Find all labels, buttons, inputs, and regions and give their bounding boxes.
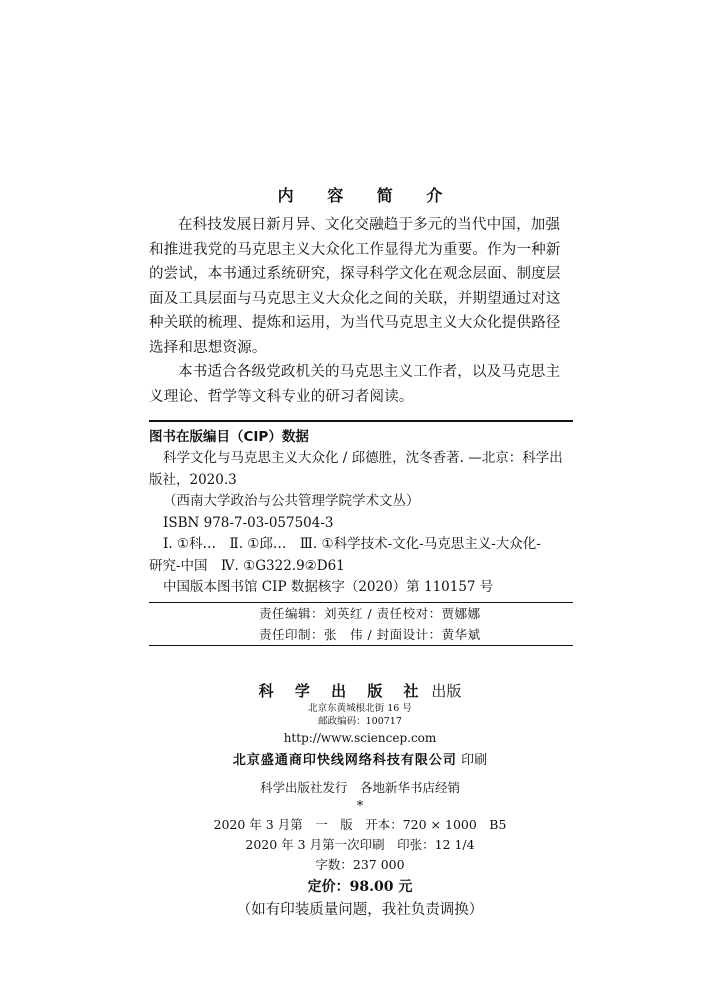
word-count: 字数：237 000 [315, 857, 405, 872]
cip-line: Ⅰ. ①科… Ⅱ. ①邱… Ⅲ. ①科学技术-文化-马克思主义-大众化- [163, 536, 541, 552]
abstract-paragraph: 在科技发展日新月异、文化交融趋于多元的当代中国，加强和推进我党的马克思主义大众化工作显得尤为重要。作为一种新的尝试，本书通过系统研究，探寻科学文化在观念层面、制度层面及工具层面与马克思主义大众化之间的关联，并期望通过对这种关联的梳理、提炼和运用，为当代马克思主义大众化提供路径选择和思想资源。 [149, 217, 561, 356]
publisher-line [0, 680, 720, 702]
cip-line: 版社，2020.3 [149, 471, 237, 488]
quality-note: （如有印装质量问题，我社负责调换） [236, 902, 484, 918]
abstract-paragraph: 本书适合各级党政机关的马克思主义工作者，以及马克思主义理论、哲学等文科专业的研习者阅读。 [149, 364, 561, 405]
divider [149, 645, 573, 646]
publisher-address: 北京东黄城根北街 16 号 [308, 703, 412, 714]
editors-block [149, 603, 573, 645]
section-title: 内 容 简 介 [277, 186, 457, 205]
cip-line: 研究-中国 Ⅳ. ①G322.9②D61 [149, 557, 345, 574]
edition-line: 2020 年 3 月第一次印刷 印张：12 1/4 [245, 837, 475, 852]
editor-row: 责任印制：张 伟 / 封面设计：黄华斌 [259, 627, 481, 642]
imprint-block [0, 680, 720, 921]
editor-row: 责任编辑：刘英红 / 责任校对：贾娜娜 [259, 606, 481, 621]
printer-suffix: 印刷 [461, 753, 488, 768]
printer-name: 北京盛通商印快线网络科技有限公司 [232, 753, 457, 768]
price: 定价：98.00 元 [307, 879, 413, 895]
edition-info [0, 815, 720, 875]
cip-heading: 图书在版编目（CIP）数据 [149, 429, 309, 445]
printer-line [0, 750, 720, 772]
abstract [149, 213, 573, 409]
publisher-suffix: 出版 [431, 682, 462, 700]
cip-isbn: ISBN 978-7-03-057504-3 [163, 514, 334, 531]
edition-line: 2020 年 3 月第 一 版 开本：720 × 1000 B5 [213, 817, 507, 832]
postcode: 邮政编码：100717 [318, 716, 402, 727]
cip-line: （西南大学政治与公共管理学院学术文丛） [163, 493, 420, 509]
distribution-line: 科学出版社发行 各地新华书店经销 [259, 780, 460, 795]
publisher-name: 科 学 出 版 社 [258, 682, 427, 700]
cip-line: 科学文化与马克思主义大众化 / 邱德胜，沈冬香著. —北京：科学出 [163, 450, 563, 466]
separator-star: * [356, 799, 364, 814]
cip-number: 中国版本图书馆 CIP 数据核字（2020）第 110157 号 [163, 579, 494, 595]
publisher-url: http://www.sciencep.com [283, 731, 437, 745]
cip-data-block [149, 420, 573, 603]
